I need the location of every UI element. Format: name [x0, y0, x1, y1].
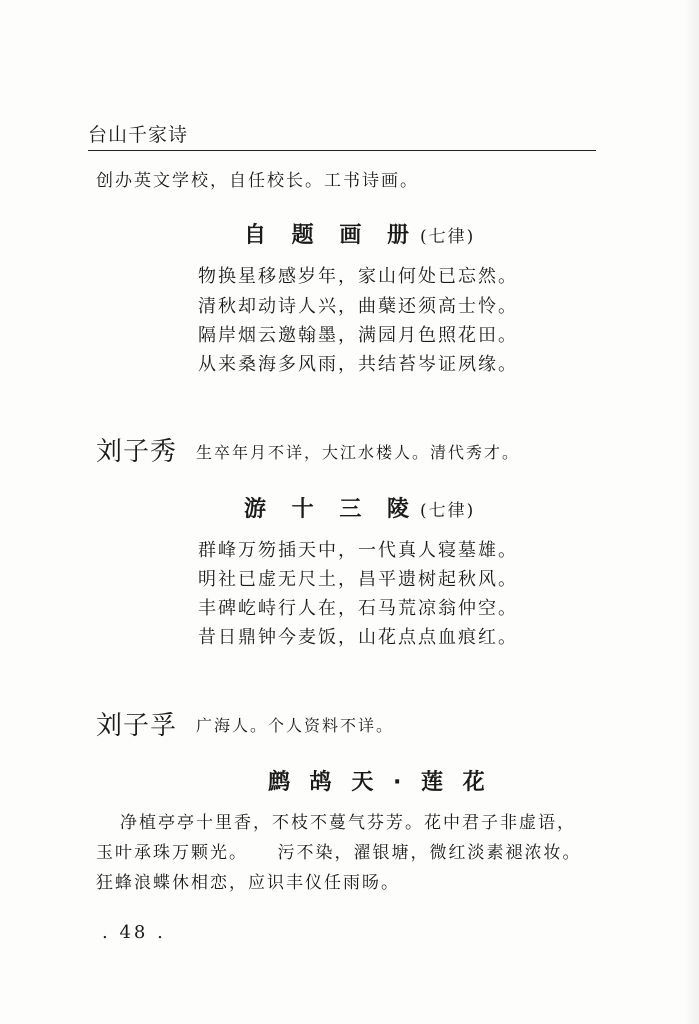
author-bio: 生卒年月不详，大江水楼人。清代秀才。 [196, 443, 521, 462]
author-name: 刘子秀 [96, 437, 178, 467]
poem-title-text: 游 十 三 陵 [244, 497, 418, 522]
author-bio: 广海人。个人资料不详。 [196, 716, 395, 735]
poem-line: 物换星移感岁年，家山何处已忘然。 [198, 266, 518, 287]
continuation-text: 创办英文学校，自任校长。工书诗画。 [96, 171, 419, 191]
prose-line: 净植亭亭十里香，不枝不蔓气芬芳。花中君子非虚语， [120, 813, 576, 833]
poem-form: (七律) [419, 227, 476, 247]
poem-line: 从来桑海多风雨，共结苔岑证夙缘。 [198, 354, 518, 375]
poem-line: 昔日鼎钟今麦饭，山花点点血痕红。 [198, 627, 518, 648]
running-header: 台山千家诗 [88, 124, 189, 146]
page-number: . 48 . [102, 922, 166, 943]
poem-title [268, 765, 491, 796]
header-rule [88, 150, 596, 151]
poem-title [244, 492, 475, 523]
poem-line: 隔岸烟云邀翰墨，满园月色照花田。 [198, 325, 518, 346]
poem-form: (七律) [419, 501, 476, 521]
poem-line: 明社已虚无尺土，昌平遗树起秋风。 [198, 569, 518, 590]
poem-title-text: 自 题 画 册 [244, 223, 418, 248]
poem-title-text: 鹧 鸪 天 · 莲 花 [268, 770, 491, 795]
prose-line: 玉叶承珠万颗光。 污不染，濯银塘，微红淡素褪浓妆。 [96, 843, 582, 863]
poem-line: 群峰万笏插天中，一代真人寝墓雄。 [198, 540, 518, 561]
author-name: 刘子孚 [96, 711, 178, 741]
poem-title [244, 218, 475, 249]
page-edge-shadow [685, 0, 699, 1024]
prose-line: 狂蜂浪蝶休相恋，应识丰仪任雨旸。 [96, 873, 400, 893]
poem-line: 丰碑屹峙行人在，石马荒凉翁仲空。 [198, 598, 518, 619]
poem-line: 清秋却动诗人兴，曲蘖还须高士怜。 [198, 296, 518, 317]
